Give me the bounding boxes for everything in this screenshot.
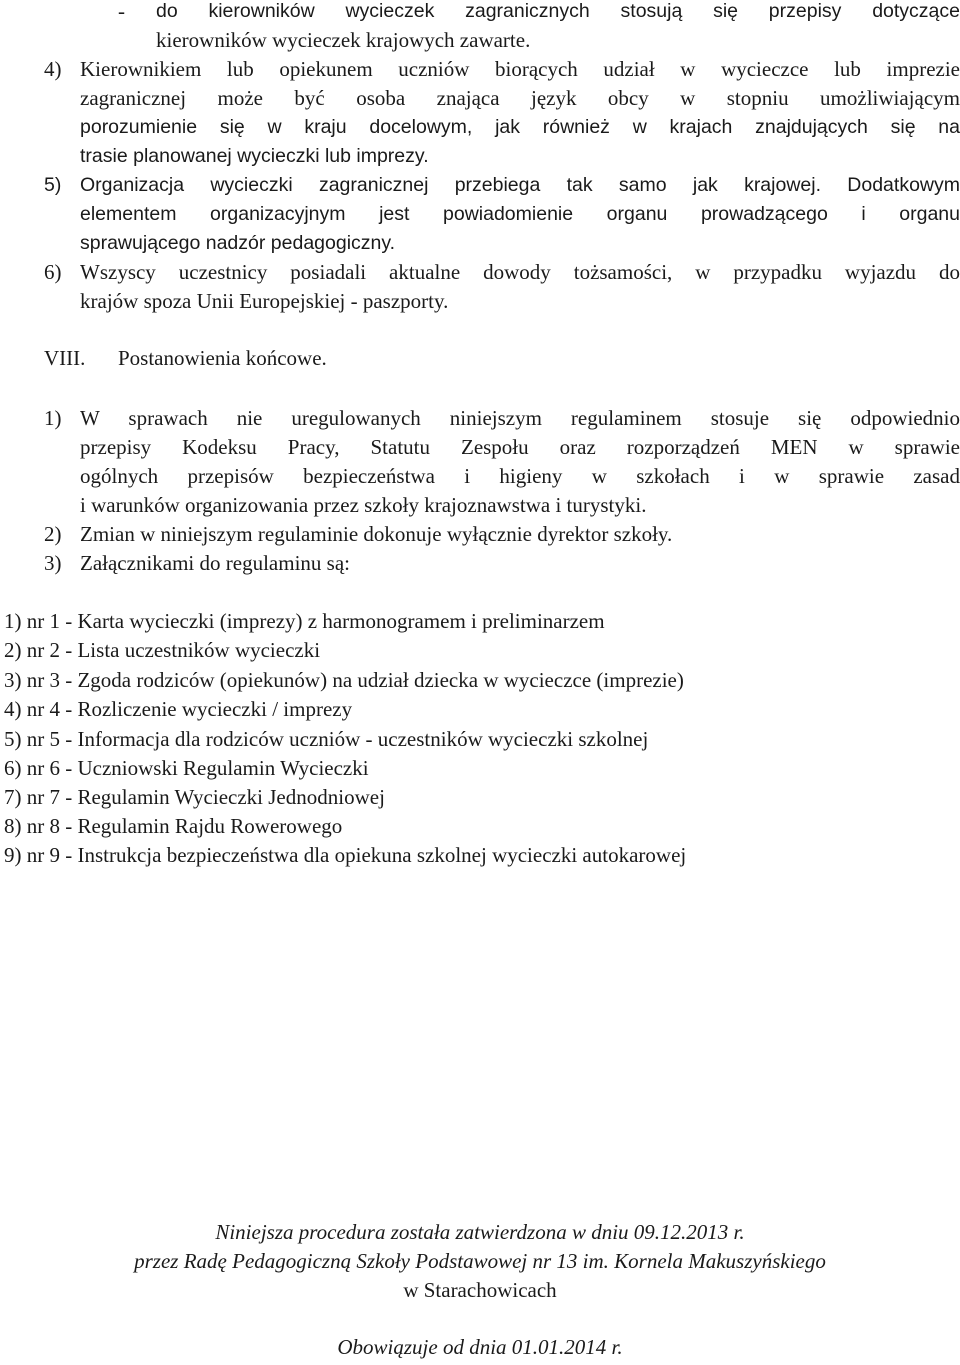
point-line: trasie planowanej wycieczki lub imprezy. xyxy=(80,145,429,167)
annex-item: 6) nr 6 - Uczniowski Regulamin Wycieczki xyxy=(4,756,369,780)
annex-item: 8) nr 8 - Regulamin Rajdu Rowerowego xyxy=(4,814,343,838)
bullet-line: kierowników wycieczek krajowych zawarte. xyxy=(156,28,531,52)
annex-item: 5) nr 5 - Informacja dla rodziców uczniów - uczestników wycieczki szkolnej xyxy=(4,727,649,751)
point-line: Wszyscy uczestnicy posiadali aktualne dowody tożsamości, w przypadku wyjazdu do xyxy=(80,260,960,284)
approval-body: przez Radę Pedagogiczną Szkoły Podstawowej nr 13 im. Kornela Makuszyńskiego xyxy=(134,1249,826,1273)
approval-note: Niniejsza procedura została zatwierdzona w dniu 09.12.2013 r. xyxy=(215,1220,745,1244)
point-number: 5) xyxy=(44,174,62,196)
point-line: przepisy Kodeksu Pracy, Statutu Zespołu oraz rozporządzeń MEN w sprawie xyxy=(80,435,960,459)
point-line: W sprawach nie uregulowanych niniejszym regulaminem stosuje się odpowiednio xyxy=(80,406,960,430)
annex-item: 3) nr 3 - Zgoda rodziców (opiekunów) na udział dziecka w wycieczce (imprezie) xyxy=(4,668,684,692)
point-line: porozumienie się w kraju docelowym, jak również w krajach znajdujących się na xyxy=(80,116,960,138)
point-number: 2) xyxy=(44,522,62,546)
annex-item: 2) nr 2 - Lista uczestników wycieczki xyxy=(4,638,321,662)
point-line: ogólnych przepisów bezpieczeństwa i higieny w szkołach i w sprawie zasad xyxy=(80,464,960,488)
point-number: 4) xyxy=(44,57,62,81)
section-title: Postanowienia końcowe. xyxy=(118,346,327,370)
point-line: Kierownikiem lub opiekunem uczniów biorących udział w wycieczce lub imprezie xyxy=(80,57,960,81)
approval-location: w Starachowicach xyxy=(403,1278,557,1302)
annex-item: 7) nr 7 - Regulamin Wycieczki Jednodniowej xyxy=(4,785,385,809)
point-line: Organizacja wycieczki zagranicznej przebiega tak samo jak krajowej. Dodatkowym xyxy=(80,174,960,196)
point-line: Zmian w niniejszym regulaminie dokonuje wyłącznie dyrektor szkoły. xyxy=(80,522,673,546)
point-number: 3) xyxy=(44,551,62,575)
point-line: krajów spoza Unii Europejskiej - paszporty. xyxy=(80,289,449,313)
point-line: i warunków organizowania przez szkoły krajoznawstwa i turystyki. xyxy=(80,493,647,517)
annex-item: 9) nr 9 - Instrukcja bezpieczeństwa dla opiekuna szkolnej wycieczki autokarowej xyxy=(4,843,687,867)
point-number: 1) xyxy=(44,406,62,430)
point-line: elementem organizacyjnym jest powiadomienie organu prowadzącego i organu xyxy=(80,203,960,225)
point-line: zagranicznej może być osoba znająca język obcy w stopniu umożliwiającym xyxy=(80,86,960,110)
annex-item: 1) nr 1 - Karta wycieczki (imprezy) z harmonogramem i preliminarzem xyxy=(4,609,605,633)
annex-item: 4) nr 4 - Rozliczenie wycieczki / imprezy xyxy=(4,697,353,721)
effective-date: Obowiązuje od dnia 01.01.2014 r. xyxy=(337,1335,623,1359)
point-line: sprawującego nadzór pedagogiczny. xyxy=(80,232,396,254)
point-number: 6) xyxy=(44,260,62,284)
bullet-line: do kierowników wycieczek zagranicznych stosują się przepisy dotyczące xyxy=(156,0,960,22)
point-line: Załącznikami do regulaminu są: xyxy=(80,551,350,575)
section-number: VIII. xyxy=(44,346,86,370)
bullet-marker: - xyxy=(118,0,125,23)
